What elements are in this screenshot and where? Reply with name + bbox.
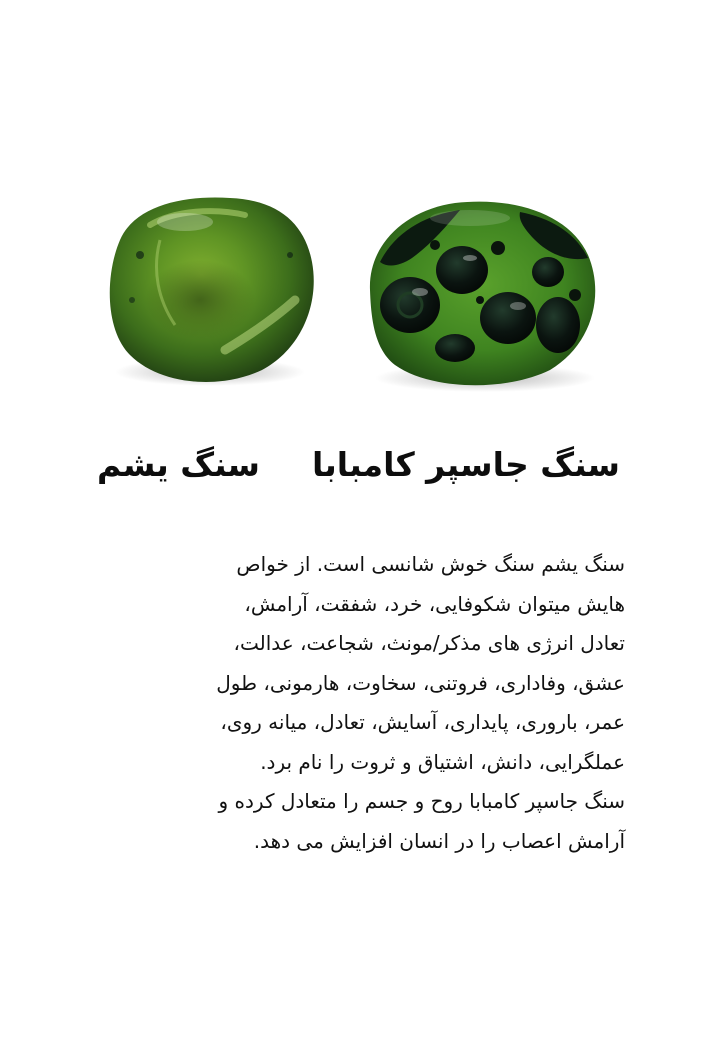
description-paragraph (80, 545, 625, 861)
description-line: سنگ جاسپر کامبابا روح و جسم را متعادل کرده و (218, 789, 625, 813)
description-line: عملگرایی، دانش، اشتیاق و ثروت را نام برد. (260, 749, 625, 774)
jade-stone-image (110, 197, 314, 386)
description-line: سنگ یشم سنگ خوش شانسی است. از خواص (236, 552, 625, 576)
title-kambaba-jasper: سنگ جاسپر کامبابا (312, 444, 620, 484)
description-line: عشق، وفاداری، فروتنی، سخاوت، هارمونی، طول (216, 670, 625, 695)
description-line: هایش میتوان شکوفایی، خرد، شفقت، آرامش، (244, 591, 625, 616)
description-line: عمر، باروری، پایداری، آسایش، تعادل، میانه روی، (220, 710, 625, 734)
description-line: آرامش اعصاب را در انسان افزایش می دهد. (253, 828, 625, 853)
kambaba-jasper-stone-image (370, 202, 595, 392)
description-line: تعادل انرژی های مذکر/مونث، شجاعت، عدالت، (233, 631, 625, 655)
title-jade: سنگ یشم (96, 444, 261, 484)
stone-titles (90, 436, 620, 492)
stone-photos (0, 0, 709, 420)
